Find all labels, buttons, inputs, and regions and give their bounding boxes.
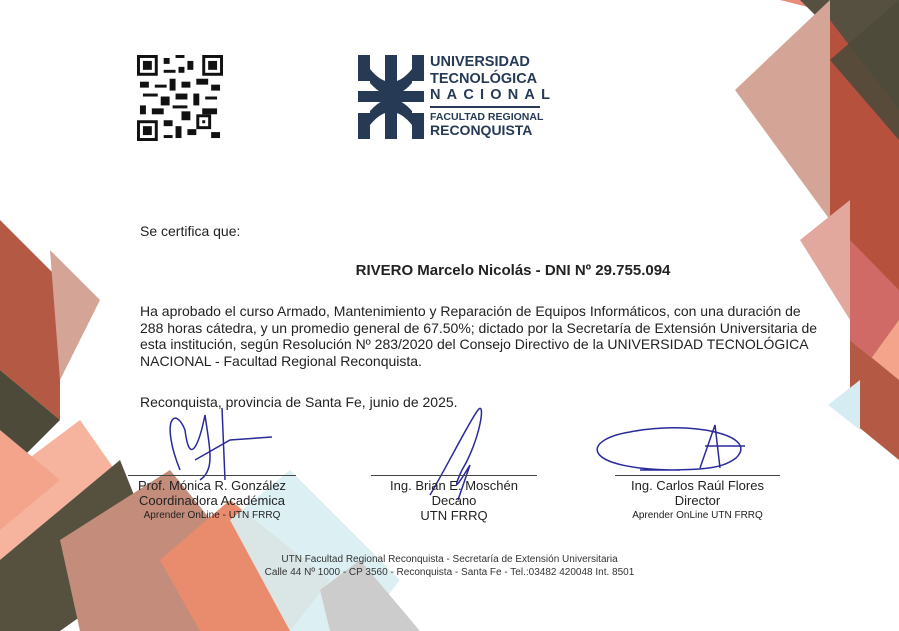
signer-org: UTN FRRQ — [420, 508, 488, 523]
logo-line-4: FACULTAD REGIONAL — [430, 110, 544, 123]
logo-line-2: TECNOLÓGICA — [430, 70, 538, 87]
place-date: Reconquista, provincia de Santa Fe, junio de 2025. — [140, 394, 458, 410]
signer-org: Aprender OnLine UTN FRRQ — [632, 510, 763, 521]
signature-block-coordinator — [128, 475, 296, 523]
logo-line-5: RECONQUISTA — [430, 122, 533, 138]
signature-block-director — [615, 475, 780, 523]
signer-role: Director — [674, 493, 721, 508]
logo-line-1: UNIVERSIDAD — [430, 54, 530, 70]
certificate-body: Ha aprobado el curso Armado, Mantenimiento y Reparación de Equipos Informáticos, con una duración de 288 horas cátedra, y un promedio general de 67.50%; dictado por la Secretaría de Extensión Universitaria de esta institución, según Resolución Nº 283/2020 del Consejo Directivo de la UNIVERSIDAD TECNOLÓGICA NACIONAL - Facultad Regional Reconquista. — [140, 303, 818, 369]
recipient-name: RIVERO Marcelo Nicolás - DNI Nº 29.755.094 — [355, 262, 671, 279]
signature-line — [371, 475, 537, 476]
signature-line — [615, 475, 780, 476]
signer-name: Prof. Mónica R. González — [137, 478, 287, 493]
certificate-intro: Se certifica que: — [140, 223, 241, 239]
signature-block-dean — [371, 475, 537, 523]
footer — [0, 553, 899, 579]
signer-role: Decano — [431, 493, 477, 508]
signer-name: Ing. Carlos Raúl Flores — [631, 478, 764, 493]
signer-name: Ing. Brian E. Moschén — [390, 478, 518, 493]
logo-line-3: NACIONAL — [430, 88, 540, 108]
footer-line-2: Calle 44 Nº 1000 - CP 3560 - Reconquista - Santa Fe - Tel.:03482 420048 Int. 8501 — [264, 567, 635, 578]
signature-line — [128, 475, 296, 476]
signer-role: Coordinadora Académica — [139, 493, 285, 508]
signer-org: Aprender OnLine - UTN FRRQ — [143, 510, 281, 521]
footer-line-1: UTN Facultad Regional Reconquista - Secretaría de Extensión Universitaria — [281, 554, 618, 565]
